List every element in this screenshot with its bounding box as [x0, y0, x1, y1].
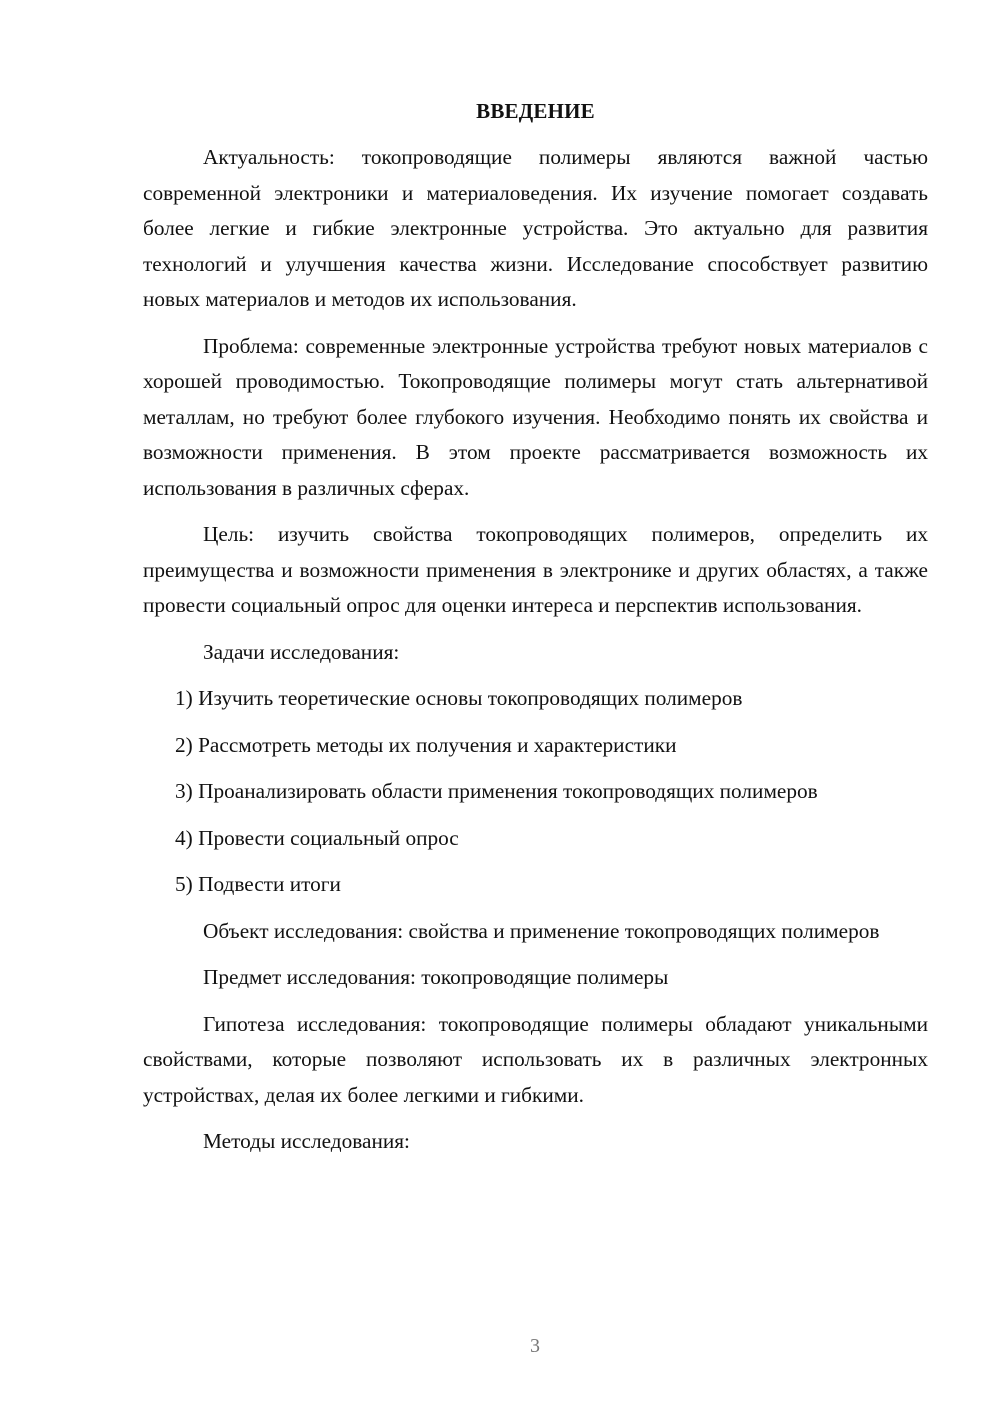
section-title: ВВЕДЕНИЕ — [476, 99, 595, 123]
paragraph-relevance: Актуальность: токопроводящие полимеры являются важной частью современной электроники и материаловедения. Их изучение помогает создавать более легкие и гибкие электронные устройства. Это актуально для развития технологий и улучшения качества жизни. Исследование способствует развитию новых материалов и методов их использования. — [143, 145, 928, 311]
paragraph-tasks-heading: Задачи исследования: — [203, 639, 400, 664]
task-item-5: 5) Подвести итоги — [175, 872, 341, 896]
paragraph-object: Объект исследования: свойства и применение токопроводящих полимеров — [203, 918, 880, 943]
paragraph-problem: Проблема: современные электронные устройства требуют новых материалов с хорошей проводимостью. Токопроводящие полимеры могут стать альтернативой металлам, но требуют более глубокого изучения. Необходимо понять их свойства и возможности применения. В этом проекте рассматривается возможность их использования в различных сферах. — [143, 333, 928, 500]
paragraph-subject: Предмет исследования: токопроводящие полимеры — [203, 965, 669, 989]
paragraph-goal: Цель: изучить свойства токопроводящих полимеров, определить их преимущества и возможности применения в электронике и других областях, а также провести социальный опрос для оценки интереса и перспектив использования. — [143, 522, 928, 617]
page-number: 3 — [530, 1335, 540, 1357]
task-item-3: 3) Проанализировать области применения токопроводящих полимеров — [175, 779, 818, 803]
paragraph-hypothesis: Гипотеза исследования: токопроводящие полимеры обладают уникальными свойствами, которые позволяют использовать их в различных электронных устройствах, делая их более легкими и гибкими. — [143, 1011, 928, 1107]
task-item-1: 1) Изучить теоретические основы токопроводящих полимеров — [175, 686, 743, 710]
page-body — [143, 98, 928, 1171]
paragraph-methods: Методы исследования: — [203, 1129, 410, 1153]
task-item-2: 2) Рассмотреть методы их получения и характеристики — [175, 732, 677, 757]
task-item-4: 4) Провести социальный опрос — [175, 825, 459, 850]
